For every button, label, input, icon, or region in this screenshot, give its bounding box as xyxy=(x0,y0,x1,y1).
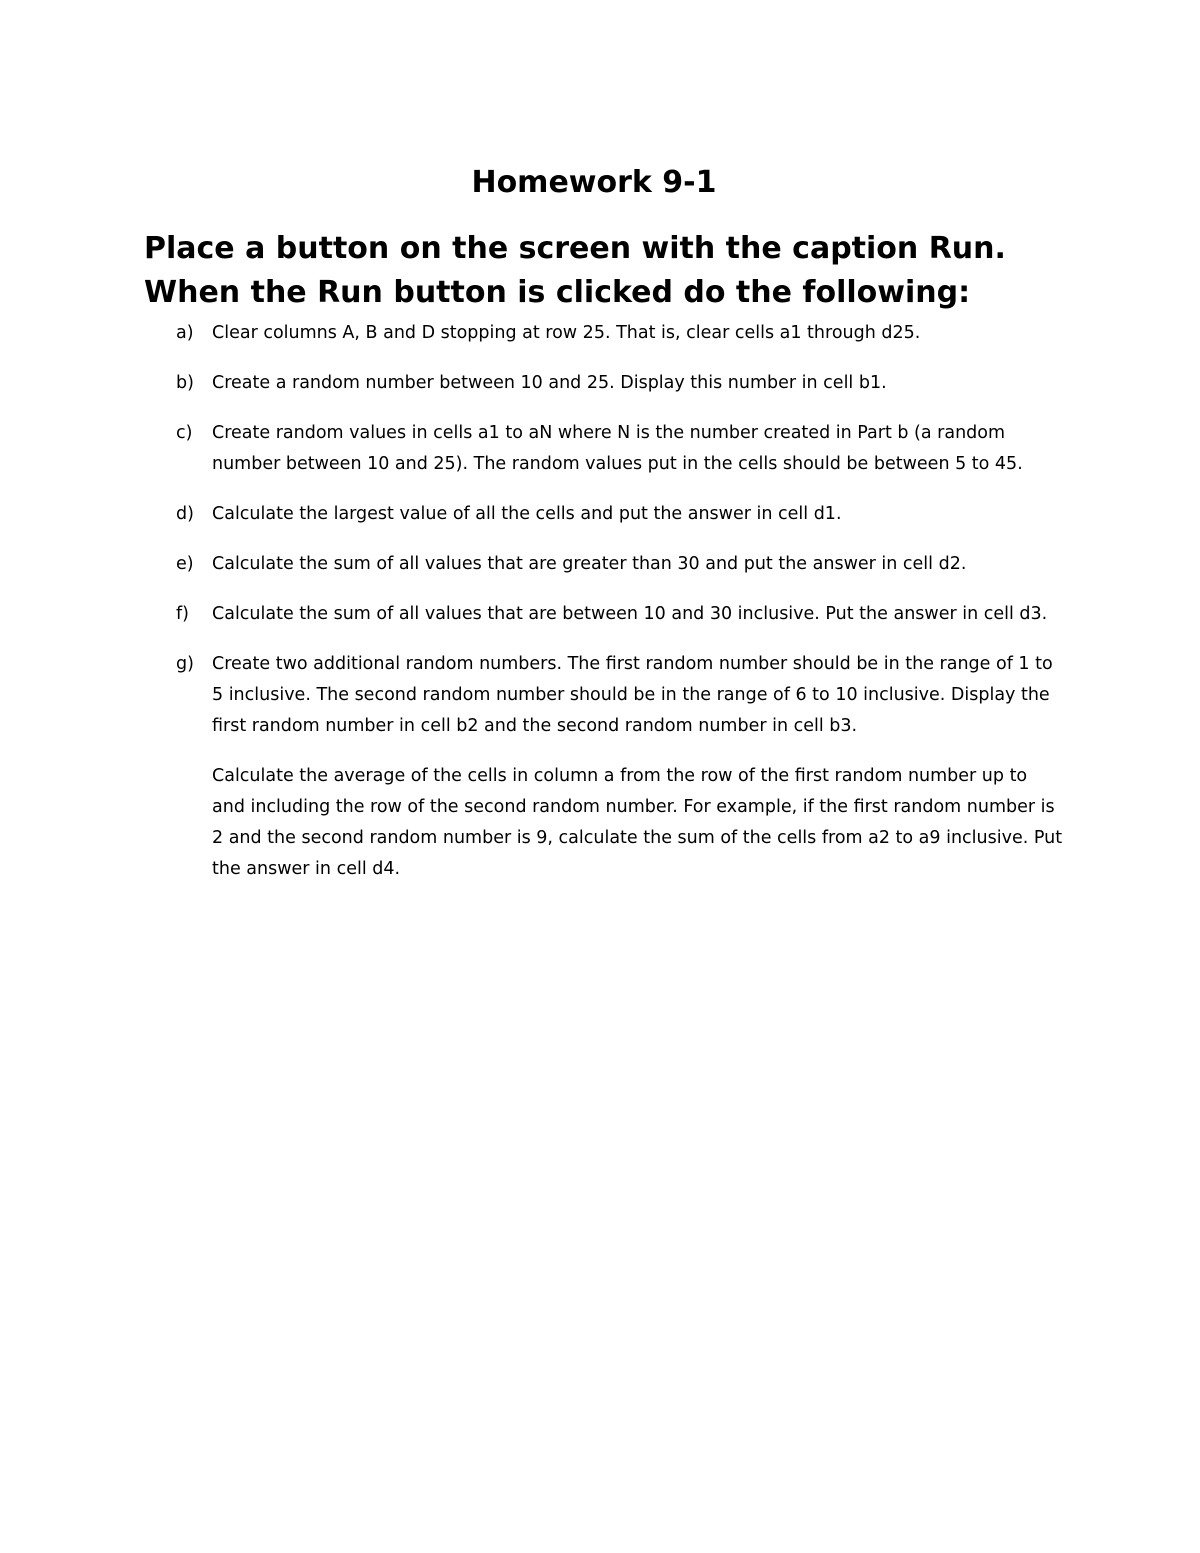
document-subtitle xyxy=(144,227,1144,315)
list-item xyxy=(144,368,1064,399)
subtitle-line-2: When the Run button is clicked do the following: xyxy=(144,275,971,310)
item-text: Calculate the sum of all values that are between 10 and 30 inclusive. Put the answer in cell d3. xyxy=(212,604,1048,624)
list-item xyxy=(144,318,1064,349)
list-item xyxy=(144,649,1064,742)
item-text: Create two additional random numbers. The first random number should be in the range of 1 to 5 inclusive. The second random number should be in the range of 6 to 10 inclusive. Display the first random number in cell b2 and the second random number in cell b3. xyxy=(212,654,1053,736)
list-item xyxy=(144,599,1064,630)
item-text: Create random values in cells a1 to aN where N is the number created in Part b (a random number between 10 and 25). The random values put in the cells should be between 5 to 45. xyxy=(212,423,1023,474)
item-text: Calculate the largest value of all the cells and put the answer in cell d1. xyxy=(212,504,842,524)
instruction-list xyxy=(144,318,1064,885)
extra-paragraph xyxy=(144,761,1064,885)
list-item xyxy=(144,549,1064,580)
extra-paragraph-text: Calculate the average of the cells in column a from the row of the first random number up to and including the row of the second random number. For example, if the first random number is 2 and the second random number is 9, calculate the sum of the cells from a2 to a9 inclusive. Put the answer in cell d4. xyxy=(212,766,1063,879)
item-text: Create a random number between 10 and 25. Display this number in cell b1. xyxy=(212,373,887,393)
document-title: Homework 9-1 xyxy=(471,165,717,200)
item-label: a) xyxy=(176,323,194,343)
item-label: f) xyxy=(176,604,189,624)
item-label: g) xyxy=(176,654,194,674)
subtitle-line-1: Place a button on the screen with the caption Run. xyxy=(144,231,1006,266)
item-label: b) xyxy=(176,373,194,393)
item-label: c) xyxy=(176,423,193,443)
item-text: Clear columns A, B and D stopping at row 25. That is, clear cells a1 through d25. xyxy=(212,323,921,343)
item-label: d) xyxy=(176,504,194,524)
list-item xyxy=(144,499,1064,530)
item-text: Calculate the sum of all values that are greater than 30 and put the answer in cell d2. xyxy=(212,554,967,574)
list-item xyxy=(144,418,1064,480)
item-label: e) xyxy=(176,554,194,574)
